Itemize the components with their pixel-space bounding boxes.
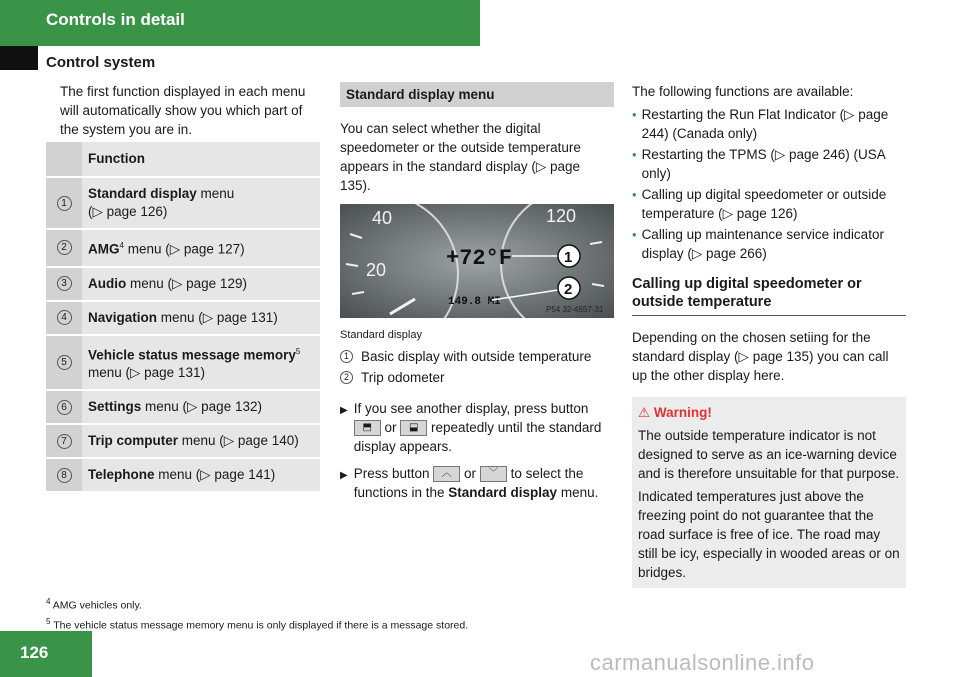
list-item: • Restarting the Run Flat Indicator (▷ page 244) (Canada only) [632, 107, 889, 141]
odometer-readout: 149.8 MI [448, 296, 501, 308]
up-button-icon: ︿ [433, 466, 460, 482]
instruction-step: ▶ If you see another display, press button ⬒ or ⬓ repeatedly until the standard display appears. [340, 401, 602, 454]
temperature-readout: +72°F [446, 246, 513, 271]
speed-label-120: 120 [546, 206, 577, 226]
instruction-step: ▶ Press button ︿ or ﹀ to select the functions in the Standard display menu. [340, 466, 599, 500]
down-button-icon: ﹀ [480, 466, 507, 482]
list-item: • Calling up digital speedometer or outside temperature (▷ page 126) [632, 187, 887, 221]
list-item: 1 Basic display with outside temperature [340, 347, 614, 366]
speed-label-20: 20 [366, 260, 387, 280]
list-item: • Calling up maintenance service indicator display (▷ page 266) [632, 227, 884, 261]
section-heading: Standard display menu [340, 82, 614, 107]
prev-display-button-icon: ⬒ [354, 420, 381, 436]
warning-paragraph: Indicated temperatures just above the freezing point do not guarantee that the road surface is free of ice. The road may still be icy, especially in wooded areas or on bridges. [638, 489, 900, 580]
table-row: 7 Trip computer menu (▷ page 140) [46, 425, 320, 459]
list-item: • Restarting the TPMS (▷ page 246) (USA only) [632, 147, 886, 181]
speed-label-40: 40 [372, 208, 393, 228]
page-number: 126 [20, 643, 49, 662]
callout-1: 1 [564, 249, 573, 266]
table-row: 8 Telephone menu (▷ page 141) [46, 459, 320, 493]
watermark: carmanualsonline.info [590, 650, 815, 675]
footer-bar [0, 631, 92, 677]
function-table [46, 142, 320, 493]
section-title: Control system [46, 54, 156, 71]
table-row: 6 Settings menu (▷ page 132) [46, 391, 320, 425]
footnote: $^5$ The vehicle status message memory menu is only displayed if there is a message stored. [46, 616, 469, 631]
functions-intro: The following functions are available: [632, 84, 854, 99]
callout-2: 2 [564, 281, 573, 298]
table-row: 3 Audio menu (▷ page 129) [46, 268, 320, 302]
chapter-title: Controls in detail [46, 10, 185, 29]
subheading: Calling up digital speedometer or outside temperature [632, 275, 906, 316]
list-item: 2 Trip odometer [340, 368, 614, 387]
table-row: 1 Standard display menu (▷ page 126) [46, 178, 320, 230]
warning-title: ⚠ Warning! [638, 405, 712, 420]
image-code: P54 32-4557-31 [546, 305, 604, 314]
instrument-cluster-image [340, 204, 614, 318]
footnote: $^4$ AMG vehicles only. [46, 597, 142, 612]
standard-display-section [340, 82, 614, 502]
warning-paragraph: The outside temperature indicator is not designed to serve as an ice-warning device and is therefore unsuitable for that purpose. [638, 428, 900, 481]
table-row: 5 Vehicle status message memory$^5$ menu (▷ page 131) [46, 336, 320, 392]
subheading-paragraph: Depending on the chosen setiing for the standard display (▷ page 135) you can call up the other display here. [632, 330, 889, 383]
table-row: 4 Navigation menu (▷ page 131) [46, 302, 320, 336]
header-marker [0, 46, 38, 70]
footnotes [46, 594, 468, 633]
warning-box [632, 397, 906, 588]
intro-text: The first function displayed in each menu will automatically show you which part of the system you are in. [60, 84, 306, 137]
next-display-button-icon: ⬓ [400, 420, 427, 436]
warning-triangle-icon: ⚠ [638, 405, 651, 420]
table-row: 2 AMG$^4$ menu (▷ page 127) [46, 230, 320, 268]
section-intro: You can select whether the digital speedometer or the outside temperature appears in the standard display (▷ page 135). [340, 121, 581, 193]
functions-column [632, 82, 906, 588]
table-header: Function [46, 142, 320, 178]
image-caption: Standard display [340, 329, 422, 341]
